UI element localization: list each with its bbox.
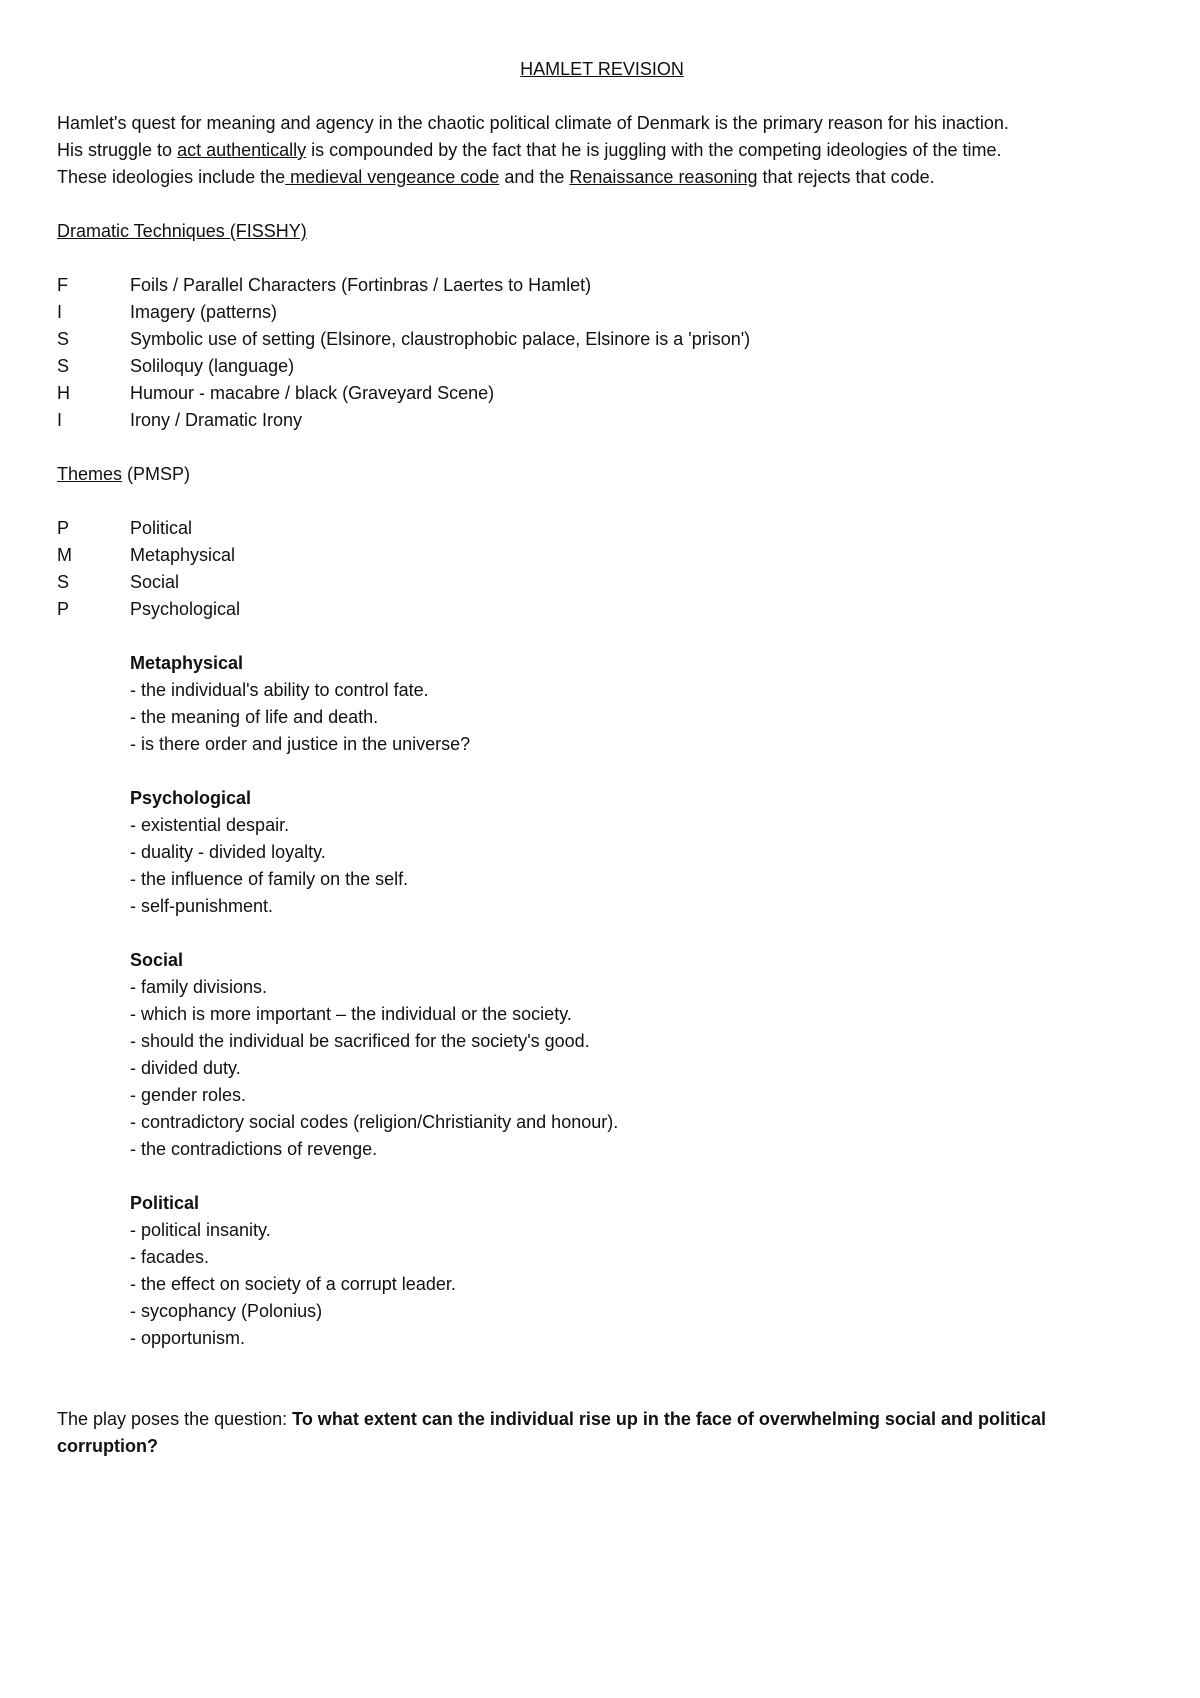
bullet-point: - family divisions. (130, 977, 268, 997)
intro-text: and the (499, 167, 570, 187)
list-item (57, 326, 1147, 353)
techniques-list (57, 272, 1147, 434)
list-item (57, 380, 1147, 407)
list-text: Political (130, 518, 193, 538)
intro-line-3 (57, 164, 1147, 191)
bullet-point: - gender roles. (130, 1085, 247, 1105)
list-letter: P (57, 599, 70, 619)
bullet-point: - existential despair. (130, 815, 290, 835)
list-letter: P (57, 518, 70, 538)
list-text: Irony / Dramatic Irony (130, 410, 303, 430)
intro-line-1: Hamlet's quest for meaning and agency in the chaotic political climate of Denmark is the primary reason for his inaction. (57, 113, 1009, 133)
list-item (57, 272, 1147, 299)
list-item (57, 569, 1147, 596)
bullet-point: - the effect on society of a corrupt leader. (130, 1274, 456, 1294)
bullet-point: - is there order and justice in the universe? (130, 734, 471, 754)
list-text: Metaphysical (130, 545, 236, 565)
list-text: Foils / Parallel Characters (Fortinbras / Laertes to Hamlet) (130, 275, 592, 295)
themes-heading (57, 461, 1147, 488)
list-text: Social (130, 572, 180, 592)
section-social (57, 947, 1147, 1163)
list-text: Symbolic use of setting (Elsinore, claustrophobic palace, Elsinore is a 'prison') (130, 329, 751, 349)
bullet-point: - the meaning of life and death. (130, 707, 379, 727)
intro-paragraph (57, 110, 1147, 191)
list-letter: I (57, 410, 63, 430)
list-letter: M (57, 545, 72, 565)
intro-text: is compounded by the fact that he is juggling with the competing ideologies of the time. (306, 140, 1002, 160)
bullet-point: - sycophancy (Polonius) (130, 1301, 323, 1321)
themes-list (57, 515, 1147, 623)
document-page (57, 56, 1147, 1460)
section-psychological (57, 785, 1147, 920)
list-text: Soliloquy (language) (130, 356, 295, 376)
list-text: Psychological (130, 599, 241, 619)
themes-heading-underlined: Themes (57, 464, 123, 484)
list-item (57, 407, 1147, 434)
underlined-phrase-act-authentically: act authentically (177, 140, 307, 160)
section-metaphysical (57, 650, 1147, 758)
list-item (57, 299, 1147, 326)
list-letter: S (57, 572, 70, 592)
bullet-point: - should the individual be sacrificed for the society's good. (130, 1031, 590, 1051)
list-text: Imagery (patterns) (130, 302, 278, 322)
section-title: Political (130, 1193, 200, 1213)
techniques-heading-text: Dramatic Techniques (FISSHY) (57, 221, 307, 241)
intro-text: that rejects that code. (757, 167, 935, 187)
bullet-point: - the influence of family on the self. (130, 869, 409, 889)
intro-text: His struggle to (57, 140, 178, 160)
underlined-phrase-medieval-vengeance-code: medieval vengeance code (285, 167, 500, 187)
list-letter: I (57, 302, 63, 322)
list-letter: S (57, 356, 70, 376)
bullet-point: - divided duty. (130, 1058, 241, 1078)
section-title: Social (130, 950, 184, 970)
bullet-point: - the individual's ability to control fate. (130, 680, 429, 700)
list-item (57, 542, 1147, 569)
document-title: HAMLET REVISION (520, 59, 684, 79)
list-item (57, 515, 1147, 542)
section-title: Metaphysical (130, 653, 244, 673)
intro-line-2 (57, 137, 1147, 164)
themes-heading-rest: (PMSP) (122, 464, 191, 484)
list-letter: F (57, 275, 68, 295)
section-political (57, 1190, 1147, 1352)
bullet-point: - political insanity. (130, 1220, 271, 1240)
section-title: Psychological (130, 788, 252, 808)
bullet-point: - which is more important – the individual or the society. (130, 1004, 572, 1024)
list-item (57, 353, 1147, 380)
bullet-point: - contradictory social codes (religion/Christianity and honour). (130, 1112, 619, 1132)
list-letter: H (57, 383, 70, 403)
intro-text: These ideologies include the (57, 167, 286, 187)
list-item (57, 596, 1147, 623)
bullet-point: - self-punishment. (130, 896, 274, 916)
bullet-point: - the contradictions of revenge. (130, 1139, 378, 1159)
underlined-phrase-renaissance-reasoning: Renaissance reasoning (569, 167, 758, 187)
conclusion-question-bold: To what extent can the individual rise up in the face of overwhelming social and political corruption? (57, 1409, 1046, 1456)
conclusion-lead: The play poses the question: (57, 1409, 293, 1429)
techniques-heading (57, 218, 1147, 245)
list-letter: S (57, 329, 70, 349)
bullet-point: - duality - divided loyalty. (130, 842, 326, 862)
list-text: Humour - macabre / black (Graveyard Scene) (130, 383, 495, 403)
bullet-point: - facades. (130, 1247, 210, 1267)
bullet-point: - opportunism. (130, 1328, 246, 1348)
conclusion-question (57, 1406, 1147, 1460)
